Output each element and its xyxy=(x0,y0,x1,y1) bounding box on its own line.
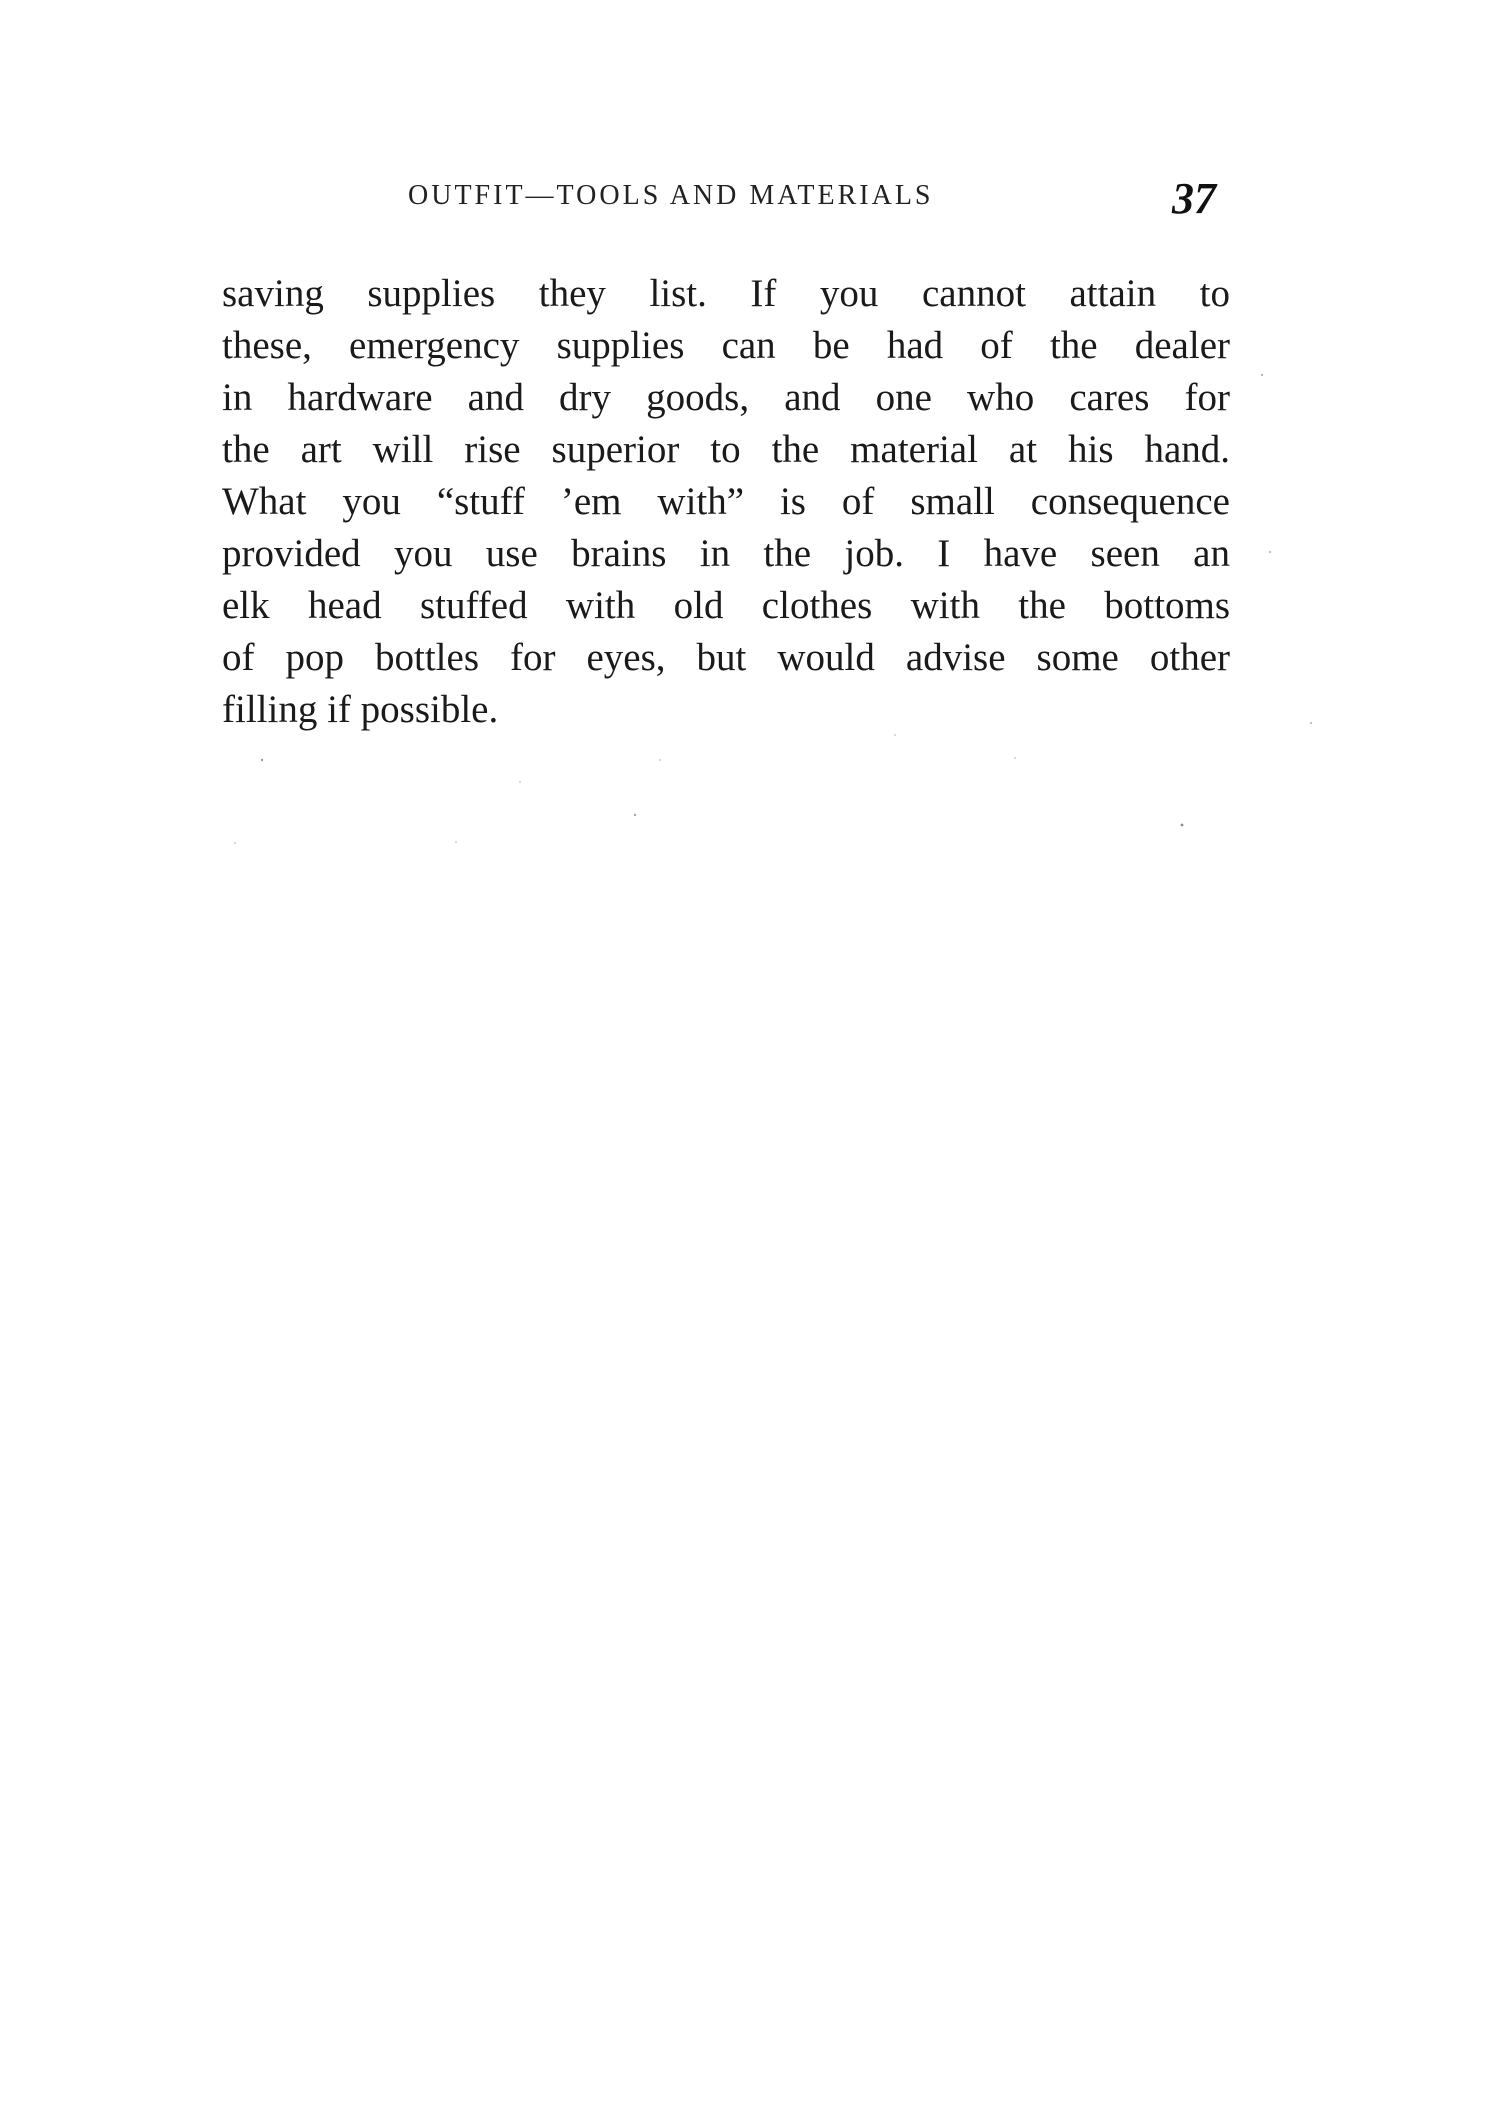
text-line: of pop bottles for eyes, but would advise some other xyxy=(222,636,1230,679)
text-line: saving supplies they list. If you cannot attain to xyxy=(222,272,1230,315)
page-number: 37 xyxy=(1172,174,1216,223)
text-line: What you “stuff ’em with” is of small consequence xyxy=(222,480,1230,523)
text-line: in hardware and dry goods, and one who cares for xyxy=(222,376,1230,419)
running-head: OUTFIT—TOOLS AND MATERIALS xyxy=(408,180,934,211)
text-line: elk head stuffed with old clothes with the bottoms xyxy=(222,584,1230,627)
text-line: these, emergency supplies can be had of the dealer xyxy=(222,324,1230,367)
text-line: provided you use brains in the job. I have seen an xyxy=(222,532,1230,575)
text-line: the art will rise superior to the material at his hand. xyxy=(222,428,1230,471)
text-line: filling if possible. xyxy=(222,688,499,731)
